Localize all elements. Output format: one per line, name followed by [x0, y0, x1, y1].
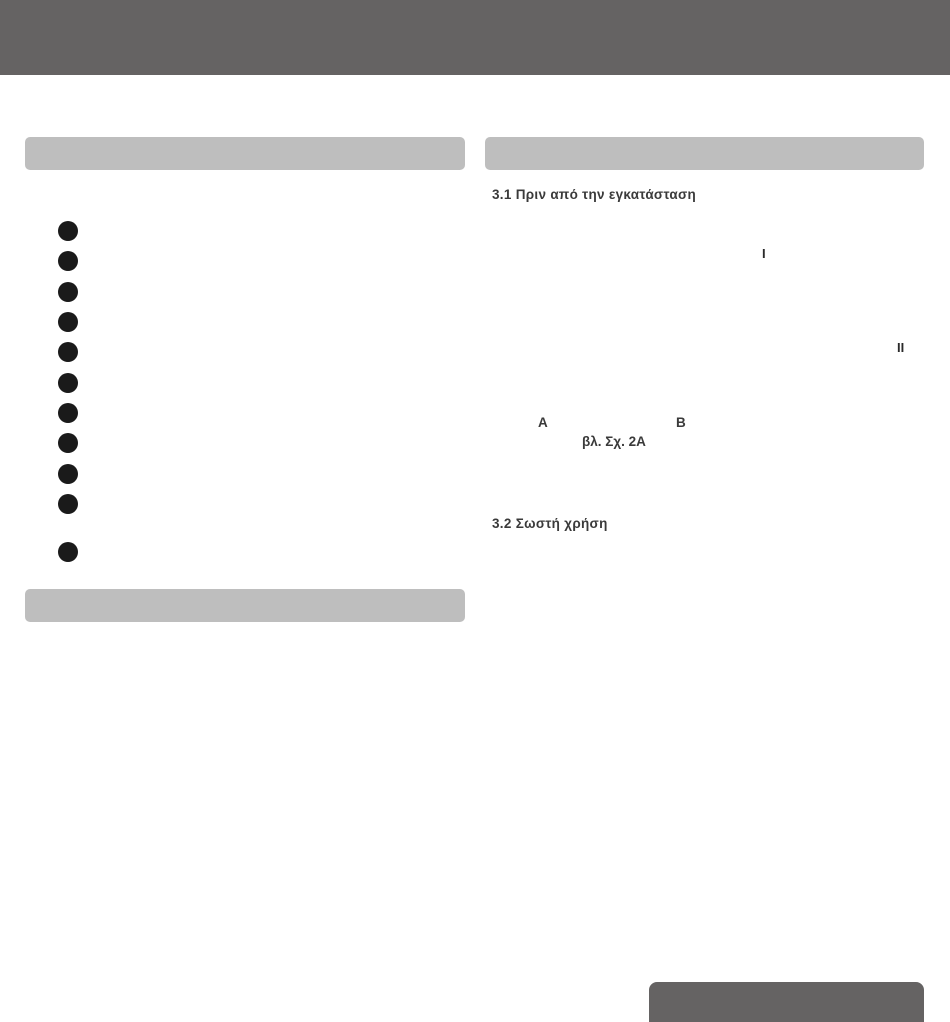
list-bullet — [58, 433, 78, 453]
list-bullet — [58, 494, 78, 514]
list-bullet — [58, 312, 78, 332]
top-banner — [0, 0, 950, 75]
list-bullet — [58, 403, 78, 423]
list-bullet — [58, 282, 78, 302]
list-bullet — [58, 373, 78, 393]
roman-marker-one: I — [762, 246, 766, 261]
list-bullet — [58, 542, 78, 562]
subsection-heading-correct-use: 3.2 Σωστή χρήση — [492, 516, 608, 531]
section-header-bar-right-top — [485, 137, 924, 170]
list-bullet — [58, 221, 78, 241]
list-bullet — [58, 464, 78, 484]
list-bullet — [58, 251, 78, 271]
label-b: B — [676, 415, 686, 430]
roman-marker-two: II — [897, 340, 905, 355]
list-bullet — [58, 342, 78, 362]
section-header-bar-left-top — [25, 137, 465, 170]
subsection-heading-before-installation: 3.1 Πριν από την εγκατάσταση — [492, 187, 697, 202]
section-header-bar-left-bottom — [25, 589, 465, 622]
label-a: A — [538, 415, 548, 430]
figure-reference: βλ. Σχ. 2A — [582, 434, 646, 449]
footer-tab — [649, 982, 924, 1022]
